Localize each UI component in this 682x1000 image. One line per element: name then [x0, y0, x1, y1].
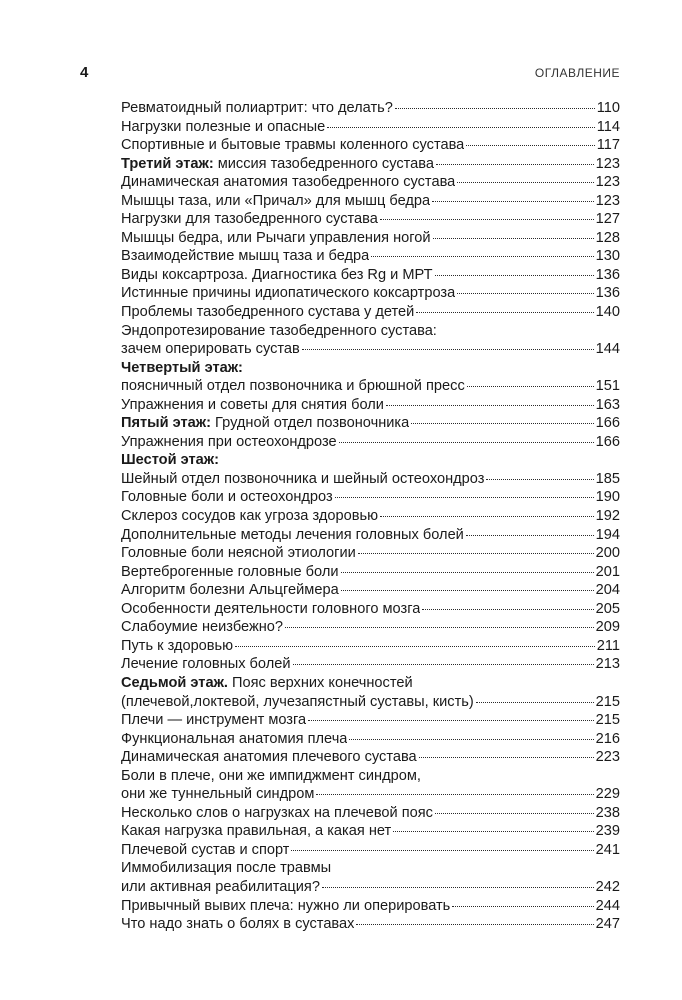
- toc-page-number: 229: [595, 786, 620, 803]
- toc-entry: [121, 396, 620, 415]
- toc-entry: [121, 544, 620, 563]
- toc-entry-title: [121, 618, 283, 637]
- toc-entry: [121, 674, 620, 711]
- toc-entry: [121, 600, 620, 619]
- toc-entry-text: Динамическая анатомия плечевого сустава: [121, 749, 417, 766]
- toc-entry: [121, 730, 620, 749]
- table-of-contents: [121, 99, 620, 934]
- toc-entry-text: Мышцы таза, или «Причал» для мышц бедра: [121, 192, 431, 209]
- toc-entry-title: [121, 655, 291, 674]
- toc-page-number: 205: [595, 600, 620, 617]
- dot-leader: [457, 182, 593, 183]
- toc-entry-title: [121, 155, 434, 174]
- toc-entry: [121, 488, 620, 507]
- dot-leader: [466, 535, 594, 536]
- toc-entry-title: [121, 247, 369, 266]
- toc-page-number: 117: [596, 137, 620, 154]
- toc-entry: [121, 155, 620, 174]
- toc-entry: [121, 210, 620, 229]
- toc-entry-title: [121, 284, 455, 303]
- toc-entry: [121, 99, 620, 118]
- toc-entry: [121, 284, 620, 303]
- toc-entry-text: Склероз сосудов как угроза здоровью: [121, 508, 379, 525]
- toc-page-number: 192: [595, 508, 620, 525]
- toc-entry-text: Грудной отдел позвоночника: [210, 415, 410, 432]
- toc-entry: [121, 414, 620, 433]
- dot-leader: [349, 739, 593, 740]
- dot-leader: [452, 906, 593, 907]
- toc-entry-title: [121, 173, 455, 192]
- toc-entry-text: Слабоумие неизбежно?: [121, 619, 284, 636]
- toc-entry-text: поясничный отдел позвоночника и брюшной пресс: [121, 378, 465, 395]
- toc-entry-text: Динамическая анатомия тазобедренного сустава: [121, 174, 456, 191]
- dot-leader: [371, 256, 593, 257]
- toc-page-number: 136: [595, 285, 620, 302]
- toc-entry-title: [121, 433, 337, 452]
- toc-page-number: 123: [595, 192, 620, 209]
- dot-leader: [467, 386, 594, 387]
- toc-entry-line: Боли в плече, они же импиджмент синдром,: [121, 767, 421, 784]
- dot-leader: [316, 794, 593, 795]
- dot-leader: [293, 664, 594, 665]
- section-title: ОГЛАВЛЕНИЕ: [534, 66, 620, 80]
- toc-entry-text: Ревматоидный полиартрит: что делать?: [121, 100, 393, 116]
- dot-leader: [341, 572, 594, 573]
- toc-entry: [121, 266, 620, 285]
- toc-page-number: 163: [595, 396, 620, 413]
- toc-entry-text: Головные боли неясной этиологии: [121, 545, 356, 562]
- toc-page-number: 223: [595, 749, 620, 766]
- dot-leader: [356, 924, 593, 925]
- toc-page-number: 130: [595, 248, 620, 265]
- toc-entry-title: [121, 192, 430, 211]
- toc-part-heading: Шестой этаж:: [121, 452, 219, 469]
- toc-page-number: 216: [595, 730, 620, 747]
- toc-part-heading: Седьмой этаж.: [121, 674, 228, 691]
- dot-leader: [358, 553, 594, 554]
- toc-entry-text: Виды коксартроза. Диагностика без Rg и МРТ: [121, 266, 433, 283]
- toc-page-number: 166: [595, 415, 620, 432]
- dot-leader: [322, 887, 594, 888]
- toc-page-number: 128: [595, 229, 620, 246]
- toc-entry: [121, 192, 620, 211]
- toc-page-number: 127: [595, 211, 620, 228]
- toc-entry-text: они же туннельный синдром: [121, 786, 315, 803]
- toc-entry: [121, 711, 620, 730]
- toc-entry-text: Плечи — инструмент мозга: [121, 712, 307, 729]
- toc-entry-title: [121, 488, 333, 507]
- toc-entry-title: [121, 99, 393, 118]
- dot-leader: [302, 349, 594, 350]
- toc-page-number: 166: [595, 433, 620, 450]
- dot-leader: [432, 201, 593, 202]
- toc-entry: [121, 748, 620, 767]
- toc-entry-text: Особенности деятельности головного мозга: [121, 600, 421, 617]
- toc-entry-title: [121, 785, 314, 804]
- toc-entry-text: Дополнительные методы лечения головных болей: [121, 526, 464, 543]
- dot-leader: [291, 850, 593, 851]
- toc-page-number: 204: [595, 582, 620, 599]
- dot-leader: [436, 164, 594, 165]
- dot-leader: [466, 145, 594, 146]
- dot-leader: [386, 405, 594, 406]
- dot-leader: [393, 831, 593, 832]
- toc-entry-line: Эндопротезирование тазобедренного сустава:: [121, 322, 437, 339]
- dot-leader: [308, 720, 594, 721]
- toc-entry-text: Шейный отдел позвоночника и шейный остеохондроз: [121, 470, 485, 487]
- toc-entry-text: Нагрузки полезные и опасные: [121, 118, 326, 135]
- toc-entry-text: Привычный вывих плеча: нужно ли оперировать: [121, 897, 451, 914]
- toc-entry-text: Головные боли и остеохондроз: [121, 489, 333, 506]
- dot-leader: [380, 219, 594, 220]
- dot-leader: [435, 813, 594, 814]
- toc-entry-text: Лечение головных болей: [121, 656, 291, 673]
- toc-entry-text: Нагрузки для тазобедренного сустава: [121, 211, 378, 228]
- toc-entry-title: Пояс верхних конечностей: [227, 674, 413, 691]
- toc-page-number: 238: [595, 804, 620, 821]
- toc-entry-title: [121, 544, 356, 563]
- toc-page-number: 213: [595, 656, 620, 673]
- toc-page-number: 136: [595, 266, 620, 283]
- dot-leader: [435, 275, 594, 276]
- toc-entry-text: или активная реабилитация?: [121, 878, 320, 895]
- toc-entry-text: Упражнения и советы для снятия боли: [121, 396, 384, 413]
- toc-entry-title: [121, 118, 325, 137]
- page-number: 4: [80, 64, 89, 81]
- toc-page-number: 144: [595, 341, 620, 358]
- dot-leader: [285, 627, 594, 628]
- toc-entry: [121, 507, 620, 526]
- toc-page-number: 239: [595, 823, 620, 840]
- toc-entry-title: [121, 526, 464, 545]
- dot-leader: [380, 516, 594, 517]
- toc-entry: [121, 897, 620, 916]
- toc-page-number: 194: [595, 526, 620, 543]
- toc-entry-title: [121, 878, 320, 897]
- toc-page-number: 110: [596, 100, 620, 116]
- toc-entry-title: [121, 637, 233, 656]
- toc-page-number: 215: [595, 712, 620, 729]
- toc-entry-text: Спортивные и бытовые травмы коленного сустава: [121, 137, 465, 154]
- toc-entry: [121, 173, 620, 192]
- toc-entry-title: [121, 693, 474, 712]
- toc-entry-title: [121, 600, 420, 619]
- toc-page-number: 140: [595, 304, 620, 321]
- dot-leader: [335, 497, 594, 498]
- dot-leader: [341, 590, 594, 591]
- toc-entry-title: [121, 229, 431, 248]
- dot-leader: [486, 479, 593, 480]
- dot-leader: [422, 609, 593, 610]
- toc-entry: [121, 804, 620, 823]
- dot-leader: [457, 293, 593, 294]
- dot-leader: [339, 442, 594, 443]
- toc-entry-text: (плечевой,локтевой, лучезапястный суставы, кисть): [121, 693, 474, 710]
- toc-entry-title: [121, 804, 433, 823]
- toc-entry: [121, 841, 620, 860]
- toc-page-number: 247: [595, 916, 620, 933]
- toc-entry: [121, 859, 620, 896]
- toc-entry-line: [121, 674, 620, 693]
- toc-entry-text: Плечевой сустав и спорт: [121, 841, 290, 858]
- toc-entry: [121, 433, 620, 452]
- toc-entry-title: [121, 507, 378, 526]
- toc-entry-text: Взаимодействие мышц таза и бедра: [121, 248, 370, 265]
- toc-entry: [121, 637, 620, 656]
- toc-entry: [121, 563, 620, 582]
- dot-leader: [411, 423, 593, 424]
- toc-entry: [121, 322, 620, 359]
- toc-entry-title: [121, 730, 347, 749]
- toc-entry-title: [121, 915, 354, 934]
- toc-page-number: 123: [595, 174, 620, 191]
- toc-entry: [121, 822, 620, 841]
- toc-page-number: 211: [596, 637, 620, 654]
- toc-entry: [121, 359, 620, 396]
- toc-page-number: 215: [595, 693, 620, 710]
- dot-leader: [419, 757, 594, 758]
- toc-entry-title: [121, 897, 450, 916]
- toc-entry: [121, 767, 620, 804]
- dot-leader: [235, 646, 595, 647]
- toc-entry-line: Иммобилизация после травмы: [121, 860, 332, 877]
- toc-entry: [121, 247, 620, 266]
- toc-entry-text: зачем оперировать сустав: [121, 341, 300, 358]
- toc-entry-title: [121, 396, 384, 415]
- toc-entry: [121, 915, 620, 934]
- toc-entry-text: Путь к здоровью: [121, 637, 234, 654]
- toc-page-number: 241: [595, 841, 620, 858]
- toc-page-number: 185: [595, 470, 620, 487]
- toc-entry: [121, 229, 620, 248]
- toc-entry-text: Проблемы тазобедренного сустава у детей: [121, 304, 415, 321]
- toc-entry-title: [121, 210, 378, 229]
- toc-entry-title: [121, 414, 409, 433]
- toc-entry: [121, 136, 620, 155]
- toc-entry-title: [121, 581, 339, 600]
- toc-entry-text: Какая нагрузка правильная, а какая нет: [121, 823, 392, 840]
- toc-page-number: 244: [595, 897, 620, 914]
- dot-leader: [395, 108, 595, 109]
- toc-entry-title: [121, 563, 339, 582]
- toc-entry-text: Алгоритм болезни Альцгеймера: [121, 582, 339, 599]
- toc-entry-title: [121, 711, 306, 730]
- toc-entry-title: [121, 470, 484, 489]
- toc-entry-text: Что надо знать о болях в суставах: [121, 916, 355, 933]
- toc-entry: [121, 451, 620, 488]
- toc-entry-text: Функциональная анатомия плеча: [121, 730, 348, 747]
- toc-entry: [121, 581, 620, 600]
- toc-entry: [121, 655, 620, 674]
- toc-page-number: 114: [596, 118, 620, 135]
- dot-leader: [327, 127, 595, 128]
- toc-entry-title: [121, 822, 391, 841]
- toc-page-number: 151: [595, 378, 620, 395]
- toc-entry-title: [121, 748, 417, 767]
- toc-entry-text: Истинные причины идиопатического коксартроза: [121, 285, 456, 302]
- toc-part-heading: Пятый этаж:: [121, 415, 211, 432]
- toc-page-number: 123: [595, 155, 620, 172]
- toc-entry: [121, 118, 620, 137]
- toc-entry-text: Мышцы бедра, или Рычаги управления ногой: [121, 229, 431, 246]
- toc-entry-title: [121, 841, 289, 860]
- toc-entry-title: [121, 340, 300, 359]
- dot-leader: [476, 702, 594, 703]
- toc-entry: [121, 618, 620, 637]
- toc-entry: [121, 303, 620, 322]
- toc-part-heading: Четвертый этаж:: [121, 359, 243, 376]
- toc-entry-text: Вертеброгенные головные боли: [121, 563, 339, 580]
- toc-page-number: 190: [595, 489, 620, 506]
- dot-leader: [433, 238, 594, 239]
- toc-entry-title: [121, 266, 433, 285]
- toc-page-number: 200: [595, 545, 620, 562]
- toc-part-heading: Третий этаж:: [121, 155, 214, 172]
- toc-entry-text: миссия тазобедренного сустава: [213, 155, 434, 172]
- toc-page-number: 242: [595, 878, 620, 895]
- toc-page-number: 201: [595, 563, 620, 580]
- toc-entry-title: [121, 136, 464, 155]
- toc-entry: [121, 526, 620, 545]
- toc-page-number: 209: [595, 619, 620, 636]
- toc-entry-title: [121, 303, 414, 322]
- dot-leader: [416, 312, 593, 313]
- toc-entry-text: Упражнения при остеохондрозе: [121, 433, 337, 450]
- toc-entry-title: [121, 377, 465, 396]
- toc-entry-text: Несколько слов о нагрузках на плечевой пояс: [121, 804, 433, 821]
